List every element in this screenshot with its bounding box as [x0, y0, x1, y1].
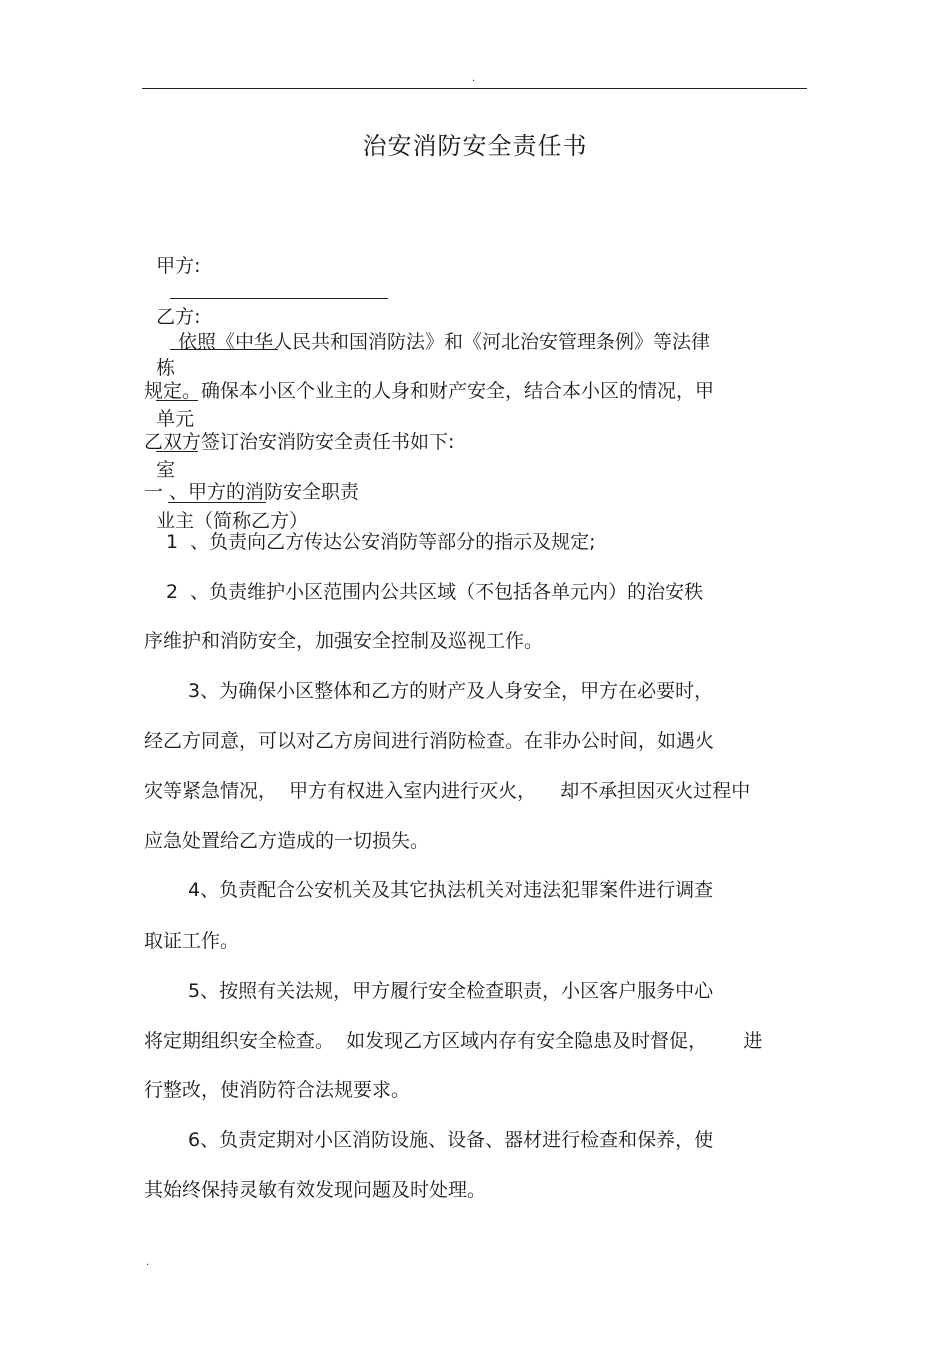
- footer-dot: .: [146, 1257, 150, 1268]
- header-rule: [142, 88, 807, 89]
- room-label: 室: [156, 459, 176, 481]
- party-a-label: 甲方:: [156, 255, 201, 277]
- section-heading: 一 、甲方的消防安全职责: [144, 481, 360, 503]
- body-line: 乙双方签订治安消防安全责任书如下:: [144, 431, 455, 453]
- party-b-label: 乙方:: [156, 306, 201, 328]
- document-title: 治安消防安全责任书: [362, 132, 588, 160]
- body-line: 规定。确保本小区个业主的人身和财产安全，结合本小区的情况，甲: [144, 380, 715, 402]
- header-dot: .: [472, 73, 476, 84]
- body-line: 取证工作。: [144, 930, 240, 952]
- body-line: 5、按照有关法规，甲方履行安全检查职责，小区客户服务中心: [188, 980, 714, 1002]
- owner-label: 业主（简称乙方）: [156, 510, 309, 532]
- body-line: 3、为确保小区整体和乙方的财产及人身安全，甲方在必要时，: [188, 680, 714, 702]
- body-line: 行整改，使消防符合法规要求。: [144, 1079, 411, 1101]
- body-line: 6、负责定期对小区消防设施、设备、器材进行检查和保养，使: [188, 1129, 714, 1151]
- body-line: 应急处置给乙方造成的一切损失。: [144, 830, 430, 852]
- body-line: 其始终保持灵敏有效发现问题及时处理。: [144, 1179, 487, 1201]
- body-line: 经乙方同意，可以对乙方房间进行消防检查。在非办公时间，如遇火: [144, 730, 715, 752]
- body-line: 4、负责配合公安机关及其它执法机关对违法犯罪案件进行调查: [188, 879, 714, 901]
- body-line: 序维护和消防安全，加强安全控制及巡视工作。: [144, 630, 544, 652]
- body-line: 依照《中华人民共和国消防法》和《河北治安管理条例》等法律: [178, 331, 711, 353]
- body-line: 1 、负责向乙方传达公安消防等部分的指示及规定;: [166, 531, 596, 553]
- body-line: 将定期组织安全检查。 如发现乙方区域内存有安全隐患及时督促， 进: [144, 1030, 763, 1052]
- body-line: 2 、负责维护小区范围内公共区域（不包括各单元内）的治安秩: [166, 581, 704, 603]
- body-line: 灾等紧急情况， 甲方有权进入室内进行灭火， 却不承担因灭火过程中: [144, 780, 751, 802]
- building-label: 栋: [156, 357, 176, 379]
- unit-label: 单元: [156, 408, 195, 430]
